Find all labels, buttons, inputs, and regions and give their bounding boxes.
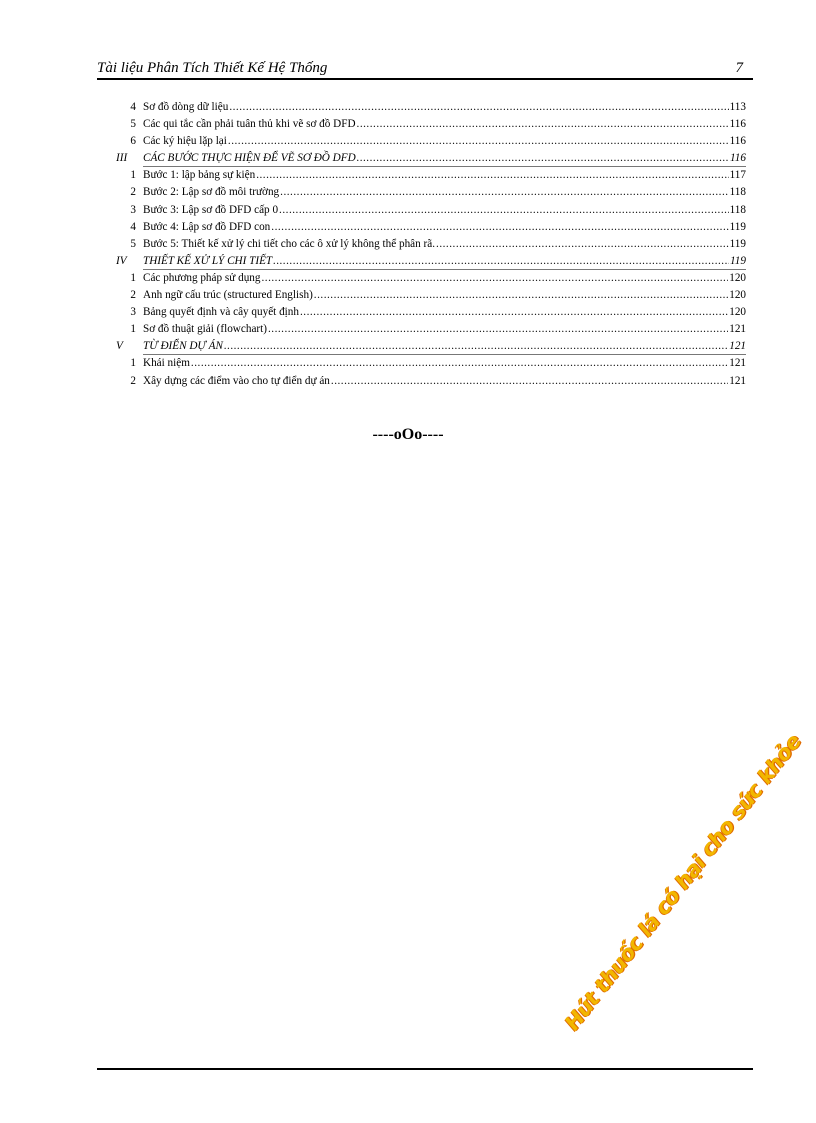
toc-dot-leader	[436, 236, 729, 253]
toc-entry-number: 1	[130, 169, 136, 182]
toc-entry-row[interactable]	[108, 304, 746, 321]
toc-page-number: 121	[729, 374, 746, 387]
toc-dot-leader	[314, 287, 728, 304]
toc-page-number: 117	[729, 169, 746, 182]
toc-entry-row[interactable]	[108, 202, 746, 219]
toc-page-number: 118	[729, 203, 746, 216]
toc-entry-title: Bảng quyết định và cây quyết định	[143, 306, 299, 319]
toc-page-number: 120	[729, 306, 746, 319]
toc-page-number: 120	[729, 271, 746, 284]
toc-entry-number: 5	[130, 237, 136, 250]
toc-page-number: 119	[730, 254, 746, 267]
toc-entry-title: Sơ đồ dòng dữ liệu	[143, 101, 229, 113]
toc-dot-leader	[229, 99, 728, 116]
toc-entry-title: Bước 5: Thiết kế xử lý chi tiết cho các ô xử lý không thể phân rã.	[143, 237, 436, 250]
toc-entry-row[interactable]	[108, 99, 746, 116]
toc-entry-number: 1	[130, 323, 136, 336]
toc-section-row[interactable]	[108, 150, 746, 167]
toc-page-number: 121	[729, 340, 746, 353]
page-number: 7	[735, 60, 743, 76]
toc-entry-row[interactable]	[108, 270, 746, 287]
page-header	[97, 58, 753, 80]
toc-dot-leader	[279, 202, 729, 219]
toc-section-row[interactable]	[108, 338, 746, 355]
toc-entry-title: Xây dựng các điểm vào cho tự điển dự án	[143, 374, 330, 387]
toc-entry-number: III	[116, 152, 128, 165]
toc-entry-title: Bước 2: Lập sơ đồ môi trường	[143, 186, 280, 199]
toc-page-number: 113	[729, 101, 746, 113]
toc-entry-row[interactable]	[108, 184, 746, 201]
toc-page-number: 116	[729, 135, 746, 148]
toc-entry-row[interactable]	[108, 236, 746, 253]
toc-dot-leader	[224, 338, 728, 355]
toc-page-number: 119	[729, 237, 746, 250]
toc-entry-number: 2	[130, 289, 136, 302]
toc-entry-number: 4	[130, 220, 136, 233]
document-title: Tài liệu Phân Tích Thiết Kế Hệ Thống	[97, 60, 328, 76]
toc-entry-row[interactable]	[108, 321, 746, 338]
toc-page-number: 121	[729, 323, 746, 336]
toc-dot-leader	[300, 304, 728, 321]
toc-entry-row[interactable]	[108, 373, 746, 390]
toc-entry-title: THIẾT KẾ XỬ LÝ CHI TIẾT	[143, 254, 273, 267]
table-of-contents	[108, 99, 746, 390]
toc-page-number: 116	[730, 152, 746, 165]
toc-entry-number: IV	[116, 254, 127, 267]
toc-dot-leader	[268, 321, 728, 338]
toc-dot-leader	[273, 253, 729, 270]
toc-dot-leader	[280, 184, 728, 201]
toc-page-number: 118	[729, 186, 746, 199]
toc-dot-leader	[228, 133, 729, 150]
toc-dot-leader	[256, 167, 728, 184]
toc-entry-title: CÁC BƯỚC THỰC HIỆN ĐỂ VẼ SƠ ĐỒ DFD	[143, 152, 356, 165]
toc-entry-number: 2	[130, 374, 136, 387]
footer-rule	[97, 1068, 753, 1070]
toc-section-row[interactable]	[108, 253, 746, 270]
toc-entry-number: 1	[130, 271, 136, 284]
toc-dot-leader	[261, 270, 728, 287]
toc-entry-title: Khái niệm	[143, 357, 190, 370]
toc-entry-title: Sơ đồ thuật giải (flowchart)	[143, 323, 267, 336]
toc-entry-title: Các ký hiệu lặp lại	[143, 135, 227, 148]
toc-entry-row[interactable]	[108, 167, 746, 184]
toc-dot-leader	[191, 355, 728, 372]
toc-entry-title: Bước 3: Lập sơ đồ DFD cấp 0	[143, 203, 279, 216]
toc-entry-row[interactable]	[108, 219, 746, 236]
toc-entry-row[interactable]	[108, 287, 746, 304]
toc-entry-number: 3	[130, 203, 136, 216]
toc-page-number: 120	[729, 289, 746, 302]
toc-entry-title: Các phương pháp sử dụng	[143, 271, 261, 284]
toc-entry-title: TỪ ĐIỂN DỰ ÁN	[143, 340, 223, 353]
watermark-stamp: Hút thuốc lá có hại cho sức khỏe	[560, 729, 806, 1035]
end-mark: ----oOo----	[372, 426, 444, 443]
toc-entry-number: 1	[130, 357, 136, 370]
toc-dot-leader	[357, 116, 729, 133]
toc-page-number: 121	[729, 357, 746, 370]
toc-entry-title: Bước 4: Lập sơ đồ DFD con	[143, 220, 271, 233]
toc-page-number: 119	[729, 220, 746, 233]
toc-entry-number: 3	[130, 306, 136, 319]
toc-entry-title: Các qui tắc cần phải tuân thủ khi vẽ sơ đồ DFD	[143, 118, 356, 131]
toc-entry-title: Anh ngữ cấu trúc (structured English)	[143, 289, 313, 302]
toc-entry-number: 5	[130, 118, 136, 131]
toc-page-number: 116	[729, 118, 746, 131]
toc-entry-number: V	[116, 340, 123, 353]
toc-entry-number: 4	[130, 101, 136, 113]
toc-entry-number: 6	[130, 135, 136, 148]
toc-dot-leader	[271, 219, 728, 236]
toc-entry-title: Bước 1: lập bảng sự kiện	[143, 169, 256, 182]
toc-entry-row[interactable]	[108, 355, 746, 372]
toc-entry-number: 2	[130, 186, 136, 199]
toc-dot-leader	[331, 373, 728, 390]
toc-entry-row[interactable]	[108, 116, 746, 133]
toc-dot-leader	[357, 150, 729, 167]
toc-entry-row[interactable]	[108, 133, 746, 150]
